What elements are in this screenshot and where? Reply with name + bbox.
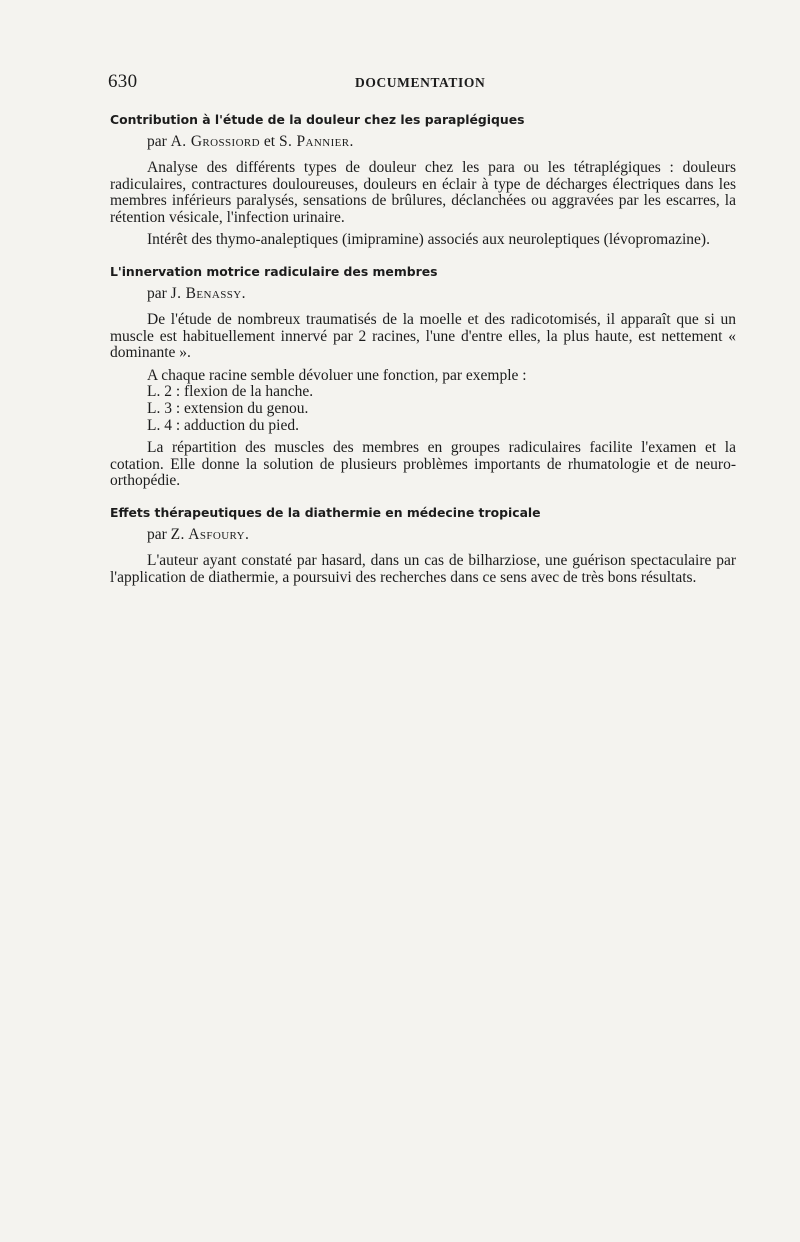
byline-par: par — [147, 133, 167, 150]
byline-par: par — [147, 525, 167, 543]
article-paragraph: L'auteur ayant constaté par hasard, dans un cas de bilharziose, une guérison spectaculaire par l'application de diathermie, a poursuivi des recherches dans ce sens avec de très bons résultats. — [110, 551, 736, 586]
author-name: J. Benassy. — [170, 284, 246, 302]
page-number: 630 — [108, 71, 138, 92]
article-byline — [147, 525, 736, 545]
page-content — [110, 111, 736, 600]
article-douleur-paraplegiques — [110, 111, 736, 249]
author-name: S. Pannier. — [278, 133, 354, 150]
list-item: L. 4 : adduction du pied. — [147, 416, 299, 434]
byline-par: par — [147, 284, 167, 302]
article-paragraph: Intérêt des thymo-analeptiques (imipramine) associés aux neuroleptiques (lévopromazine). — [147, 231, 710, 249]
author-name: Z. Asfoury. — [170, 525, 250, 543]
journal-title: DOCUMENTATION — [355, 75, 486, 90]
article-innervation-motrice — [110, 263, 736, 490]
article-byline — [147, 132, 736, 152]
root-function-list — [110, 368, 736, 434]
article-title: Effets thérapeutiques de la diathermie en médecine tropicale — [110, 504, 541, 520]
article-byline — [147, 284, 736, 304]
running-head — [108, 71, 736, 95]
list-item: L. 3 : extension du genou. — [147, 399, 309, 417]
article-paragraph: La répartition des muscles des membres en groupes radiculaires facilite l'examen et la cotation. Elle donne la solution de plusieurs problèmes importants de rhumatologie et de neuro-orthopédie. — [110, 439, 736, 490]
article-paragraph: De l'étude de nombreux traumatisés de la moelle et des radicotomisés, il apparaît que si un muscle est habituellement innervé par 2 racines, l'une d'entre elles, la plus haute, est nettement « dominante ». — [110, 310, 736, 362]
byline-conjunction: et — [263, 133, 276, 150]
author-name: A. Grossiord — [170, 133, 261, 150]
article-paragraph: Analyse des différents types de douleur chez les para ou les tétraplégiques : douleurs radiculaires, contractures douloureuses, douleurs en éclair à type de décharges électriques dans les membres inférieurs paralysés, sensations de brûlures, déclanchées ou aggravées par les escarres, la rétention vésicale, l'infection urinaire. — [110, 159, 736, 226]
article-title: Contribution à l'étude de la douleur chez les paraplégiques — [110, 112, 525, 127]
article-diathermie-tropicale — [110, 504, 736, 586]
article-title: L'innervation motrice radiculaire des membres — [110, 263, 438, 279]
list-item: A chaque racine semble dévoluer une fonction, par exemple : — [147, 366, 527, 384]
list-item: L. 2 : flexion de la hanche. — [147, 383, 314, 401]
